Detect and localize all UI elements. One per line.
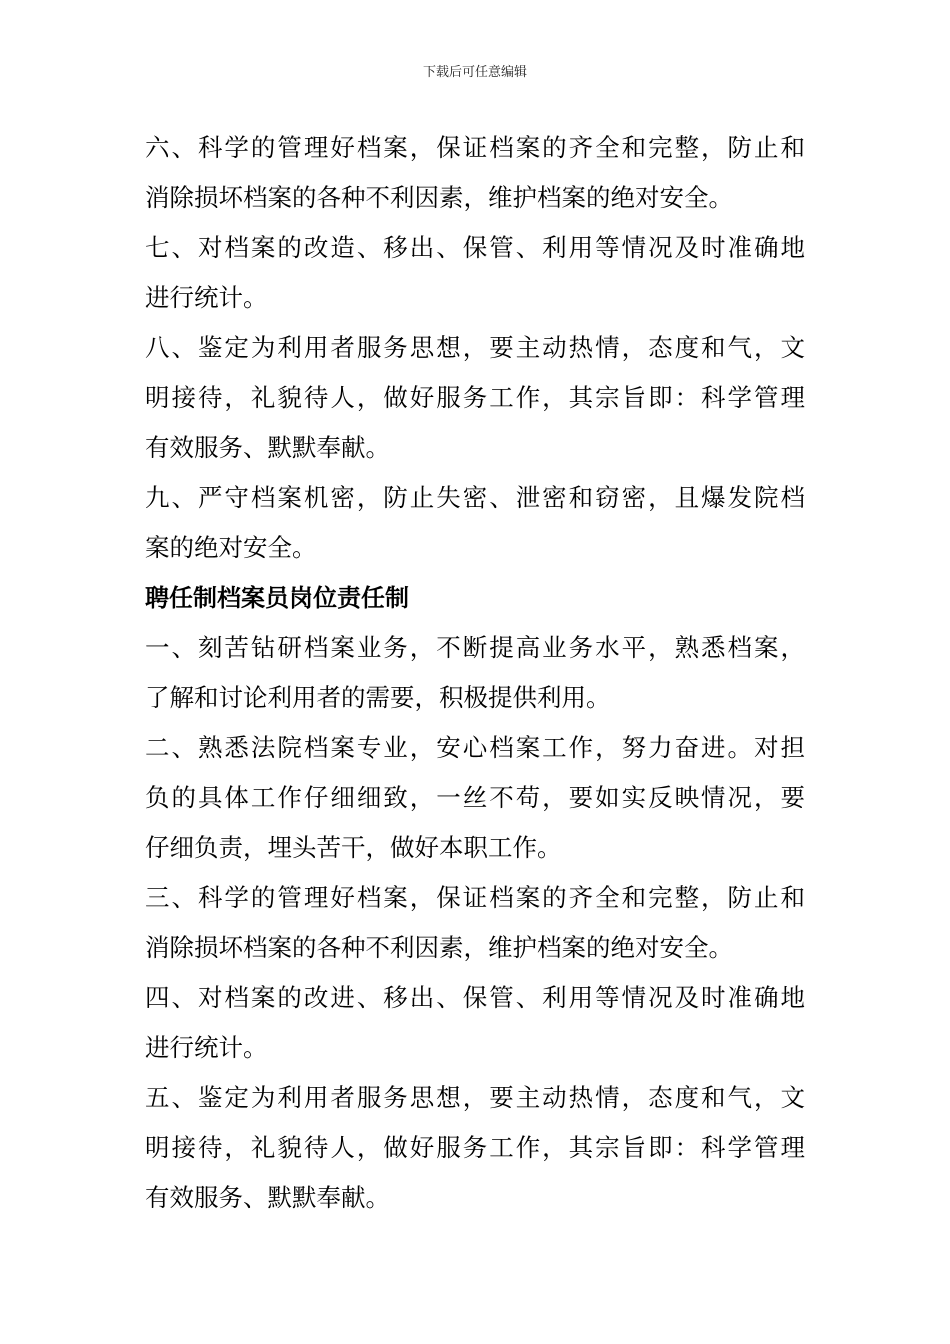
text-line: 九、严守档案机密，防止失密、泄密和窃密，且爆发院档 xyxy=(145,483,805,512)
text-line: 消除损坏档案的各种不利因素，维护档案的绝对安全。 xyxy=(145,933,733,962)
section-heading: 聘任制档案员岗位责任制 xyxy=(145,584,409,612)
text-line: 五、鉴定为利用者服务思想，要主动热情，态度和气，文 xyxy=(145,1083,805,1112)
text-line: 三、科学的管理好档案，保证档案的齐全和完整，防止和 xyxy=(145,883,805,912)
text-line: 仔细负责，埋头苦干，做好本职工作。 xyxy=(145,833,562,862)
text-line: 了解和讨论利用者的需要，积极提供利用。 xyxy=(145,683,611,712)
text-line: 二、熟悉法院档案专业，安心档案工作，努力奋进。对担 xyxy=(145,733,805,762)
text-line: 进行统计。 xyxy=(145,283,268,312)
text-line: 七、对档案的改造、移出、保管、利用等情况及时准确地 xyxy=(145,233,805,262)
text-line: 四、对档案的改进、移出、保管、利用等情况及时准确地 xyxy=(145,983,805,1012)
text-line: 进行统计。 xyxy=(145,1033,268,1062)
page-header: 下载后可任意编辑 xyxy=(422,65,527,80)
text-line: 明接待，礼貌待人，做好服务工作，其宗旨即：科学管理 xyxy=(145,1133,805,1162)
text-line: 有效服务、默默奉献。 xyxy=(145,433,390,462)
text-line: 负的具体工作仔细细致，一丝不苟，要如实反映情况，要 xyxy=(145,783,805,812)
text-line: 明接待，礼貌待人，做好服务工作，其宗旨即：科学管理 xyxy=(145,383,805,412)
text-line: 一、刻苦钻研档案业务，不断提高业务水平，熟悉档案， xyxy=(145,633,805,662)
text-line: 案的绝对安全。 xyxy=(145,533,317,562)
text-line: 消除损坏档案的各种不利因素，维护档案的绝对安全。 xyxy=(145,183,733,212)
document-body xyxy=(145,123,805,1223)
text-line: 八、鉴定为利用者服务思想，要主动热情，态度和气，文 xyxy=(145,333,805,362)
text-line: 六、科学的管理好档案，保证档案的齐全和完整，防止和 xyxy=(145,133,805,162)
text-line: 有效服务、默默奉献。 xyxy=(145,1183,390,1212)
